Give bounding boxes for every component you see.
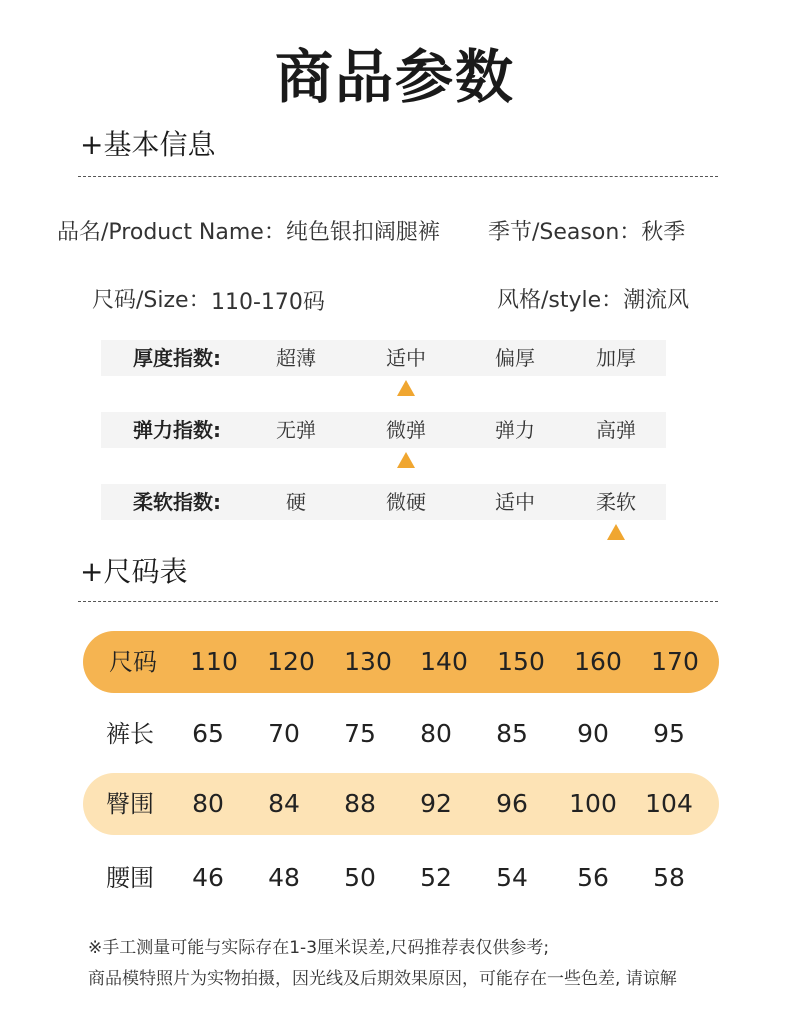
size-table-row — [83, 847, 719, 909]
basic-info-divider — [78, 176, 718, 177]
size-table-row — [83, 773, 719, 835]
size-header-cell: 130 — [344, 647, 392, 676]
page-title: 商品参数 — [274, 43, 515, 111]
size-value-cell: 70 — [268, 719, 300, 748]
index-option: 适中 — [495, 490, 535, 514]
size-row-label: 臀围 — [106, 790, 154, 818]
size-value-cell: 80 — [420, 719, 452, 748]
level-marker-icon — [607, 524, 625, 540]
size-value-cell: 65 — [192, 719, 224, 748]
size-header-cell: 170 — [651, 647, 699, 676]
size-value-cell: 85 — [496, 719, 528, 748]
size-value-cell: 104 — [645, 789, 693, 818]
season-text: 季节/Season：秋季 — [488, 220, 686, 245]
index-label: 弹力指数: — [133, 418, 221, 442]
index-option: 超薄 — [276, 346, 316, 370]
index-option: 微弹 — [386, 418, 426, 442]
measurement-note: ※手工测量可能与实际存在1-3厘米误差,尺码推荐表仅供参考; — [88, 938, 550, 958]
index-option: 加厚 — [596, 346, 636, 370]
level-marker-icon — [397, 452, 415, 468]
index-label: 柔软指数: — [133, 490, 221, 514]
index-option: 硬 — [286, 490, 306, 514]
style-text: 风格/style：潮流风 — [497, 288, 690, 313]
product-name-text: 品名/Product Name：纯色银扣阔腿裤 — [57, 220, 440, 245]
index-label: 厚度指数: — [133, 346, 221, 370]
index-option: 无弹 — [276, 418, 316, 442]
index-option: 适中 — [386, 346, 426, 370]
size-value-cell: 46 — [192, 863, 224, 892]
index-row — [101, 412, 666, 448]
size-table-row — [83, 703, 719, 765]
level-marker-icon — [397, 380, 415, 396]
size-value-cell: 100 — [569, 789, 617, 818]
size-range-label: 尺码/Size： — [92, 288, 211, 313]
size-value-cell: 75 — [344, 719, 376, 748]
size-header-cell: 110 — [190, 647, 238, 676]
size-row-label: 腰围 — [106, 864, 154, 892]
size-value-cell: 80 — [192, 789, 224, 818]
size-row-label: 尺码 — [109, 648, 157, 676]
size-table-header-row — [83, 631, 719, 693]
size-value-cell: 96 — [496, 789, 528, 818]
size-table-divider — [78, 601, 718, 602]
size-value-cell: 58 — [653, 863, 685, 892]
index-option: 偏厚 — [495, 346, 535, 370]
index-option: 柔软 — [596, 490, 636, 514]
index-row — [101, 484, 666, 520]
index-option: 微硬 — [386, 490, 426, 514]
size-row-label: 裤长 — [106, 720, 154, 748]
size-value-cell: 52 — [420, 863, 452, 892]
size-value-cell: 50 — [344, 863, 376, 892]
index-option: 高弹 — [596, 418, 636, 442]
size-value-cell: 95 — [653, 719, 685, 748]
basic-info-heading: +基本信息 — [80, 128, 216, 161]
size-header-cell: 120 — [267, 647, 315, 676]
size-value-cell: 92 — [420, 789, 452, 818]
size-value-cell: 56 — [577, 863, 609, 892]
index-row — [101, 340, 666, 376]
size-table-heading: +尺码表 — [80, 555, 188, 588]
size-range-value: 110-170码 — [211, 290, 325, 315]
size-value-cell: 88 — [344, 789, 376, 818]
size-header-cell: 160 — [574, 647, 622, 676]
size-header-cell: 150 — [497, 647, 545, 676]
size-value-cell: 48 — [268, 863, 300, 892]
size-value-cell: 90 — [577, 719, 609, 748]
index-option: 弹力 — [495, 418, 535, 442]
size-value-cell: 84 — [268, 789, 300, 818]
size-header-cell: 140 — [420, 647, 468, 676]
size-value-cell: 54 — [496, 863, 528, 892]
color-note: 商品模特照片为实物拍摄，因光线及后期效果原因，可能存在一些色差, 请谅解 — [88, 969, 677, 989]
